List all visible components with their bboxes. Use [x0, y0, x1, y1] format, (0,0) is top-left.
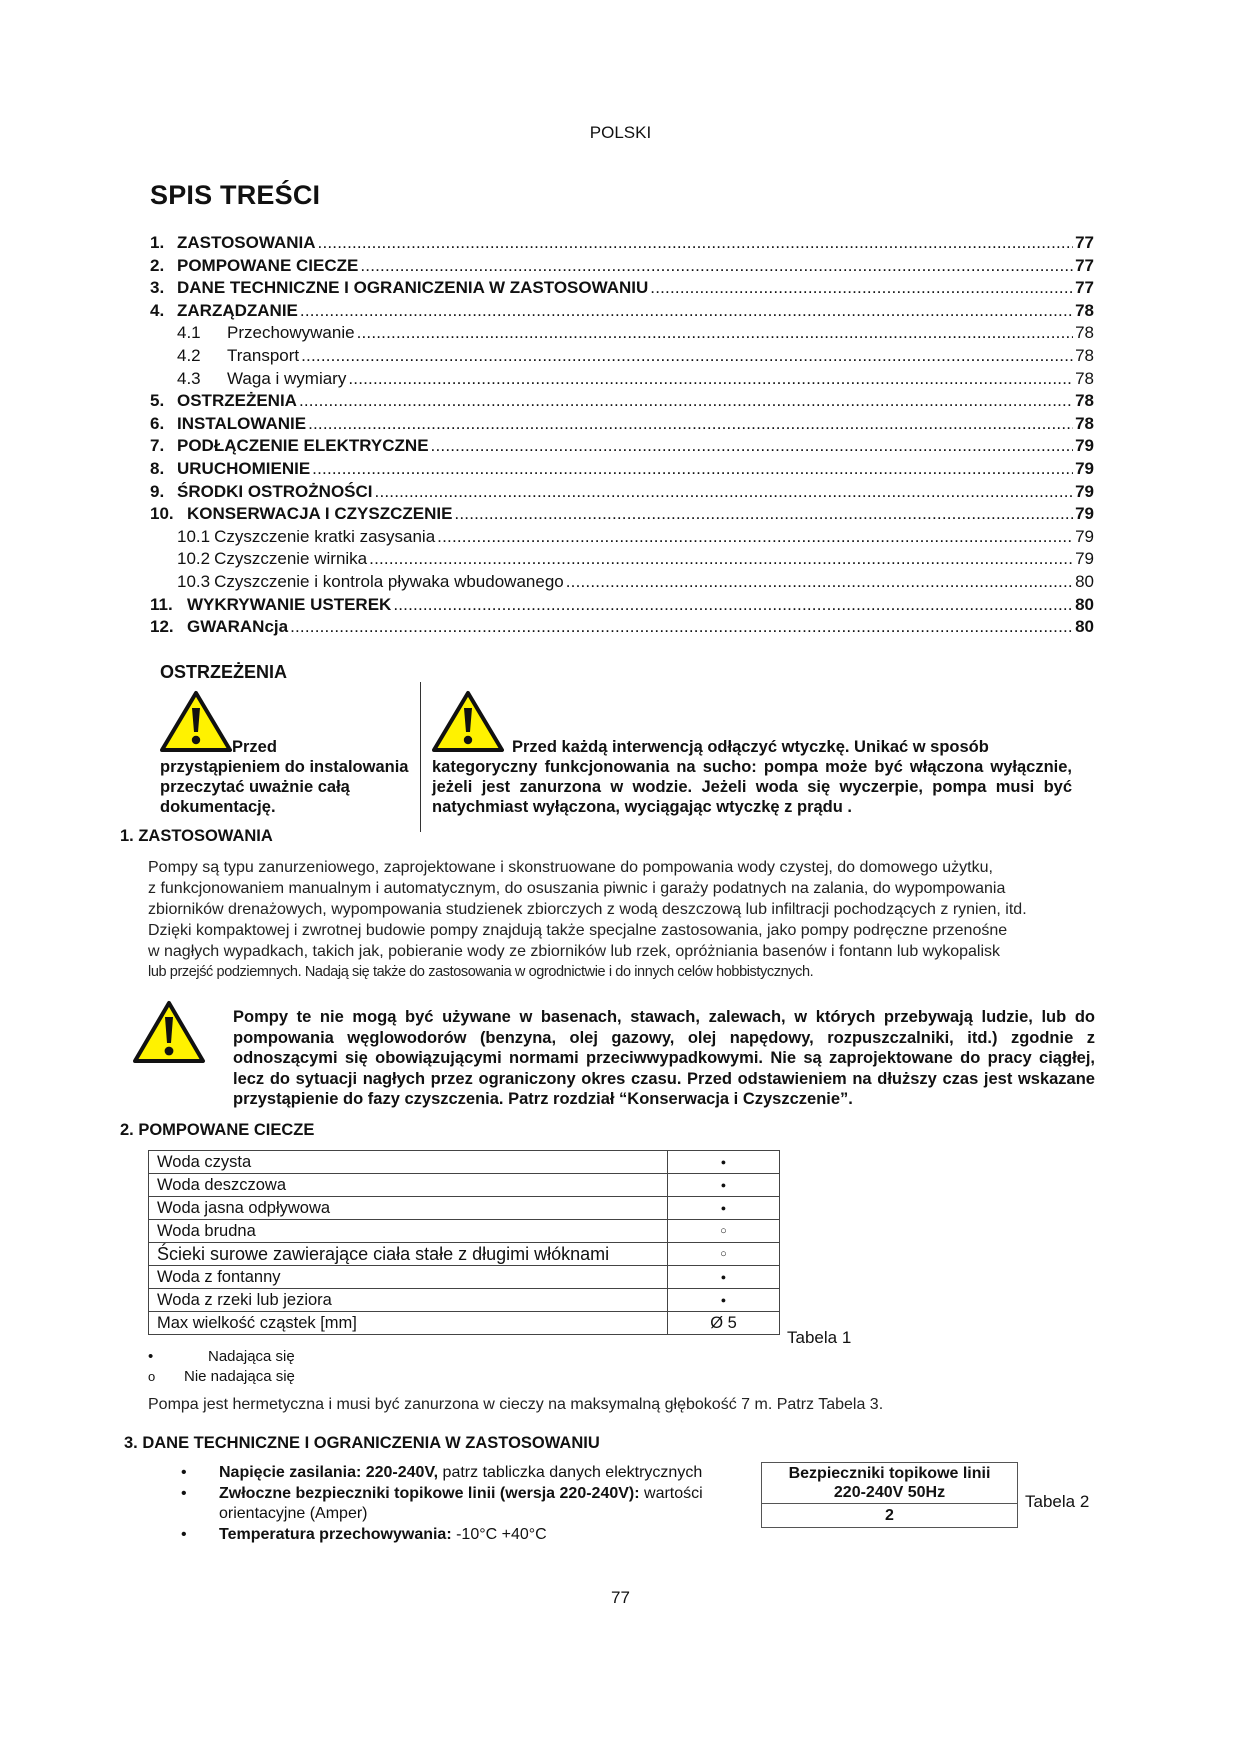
toc-leader-dots	[308, 414, 1073, 434]
toc-leader-dots	[431, 436, 1074, 456]
warning-left-text: przystąpieniem do instalowania przeczytać uważnie całą dokumentację.	[160, 758, 409, 816]
section-2-note: Pompa jest hermetyczna i musi być zanurzona w cieczy na maksymalną głębokość 7 m. Patrz Tabela 3.	[148, 1396, 884, 1413]
header-line: Bezpieczniki topikowe linii	[788, 1465, 991, 1482]
toc-leader-dots	[300, 301, 1073, 321]
legend-label: Nie nadająca się	[184, 1368, 295, 1385]
legend-suitable	[148, 1348, 295, 1365]
item-label: Temperatura przechowywania:	[219, 1525, 452, 1543]
toc-item[interactable]	[150, 595, 1094, 618]
toc-item-label: POMPOWANE CIECZE	[177, 255, 359, 275]
toc-item-label: Czyszczenie wirnika	[214, 549, 368, 569]
paragraph-line: z funkcjonowaniem manualnym i automatycznym, do osuszania piwnic i garaży podatnych na zalania, do wypompowania	[148, 880, 1006, 897]
toc-leader-dots	[375, 482, 1074, 502]
toc-item[interactable]	[150, 459, 1094, 482]
liquid-name: Woda deszczowa	[149, 1174, 668, 1197]
toc-item-page: 78	[1075, 368, 1094, 388]
toc-item-number: 10.2	[177, 549, 211, 569]
liquid-name: Woda jasna odpływowa	[149, 1197, 668, 1220]
toc-item-page: 79	[1075, 549, 1094, 569]
toc-item-number: 4.1	[177, 323, 201, 343]
tech-data-list	[181, 1463, 751, 1545]
item-label: Napięcie zasilania: 220-240V,	[219, 1464, 439, 1481]
toc-item-number: 4.2	[177, 345, 201, 365]
toc-item-number: 5.	[150, 391, 165, 411]
table-row	[149, 1174, 780, 1197]
toc-item[interactable]	[150, 278, 1094, 301]
toc-leader-dots	[290, 617, 1073, 637]
toc-item-page: 77	[1075, 233, 1094, 252]
toc-item-label: INSTALOWANIE	[177, 413, 307, 433]
warning-left-first: Przed	[232, 738, 277, 756]
suitability-value: ●	[668, 1289, 780, 1312]
toc-leader-dots	[357, 323, 1074, 343]
toc-item-number: 11.	[150, 594, 173, 614]
toc-item-number: 4.3	[177, 368, 201, 388]
warnings-title: OSTRZEŻENIA	[160, 662, 288, 682]
warning-right-first: Przed każdą interwencją odłączyć wtyczkę. Unikać w sposób	[512, 738, 989, 756]
toc-item-number: 10.	[150, 504, 174, 524]
toc-item-label: WYKRYWANIE USTEREK	[187, 594, 392, 614]
paragraph-line: w nagłych wypadkach, takich jak, pobieranie wody ze zbiorników lub rzek, opróżniania basenów i fontann lub wykopalisk	[148, 943, 1001, 960]
liquid-name: Ścieki surowe zawierające ciała stałe z długimi włóknami	[149, 1243, 668, 1266]
table-row	[149, 1151, 780, 1174]
toc-item-label: ŚRODKI OSTROŻNOŚCI	[177, 481, 373, 501]
toc-item-label: Przechowywanie	[227, 323, 355, 343]
toc-item-label: DANE TECHNICZNE I OGRANICZENIA W ZASTOSOWANIU	[177, 278, 649, 298]
toc-item[interactable]	[150, 414, 1094, 437]
section-1-warning: Pompy te nie mogą być używane w basenach, stawach, zalewach, w których przebywają ludzie, lub do pompowania węglowodorów (benzyna, olej gazowy, olej napędowy, rozpuszczalniki, itd.) zgodnie z odnoszącymi się obowiązującymi normami przeciwwypadkowymi. Nie są zaprojektowane do pracy ciągłej, lecz do sytuacji nagłych przez ograniczony okres czasu. Przed odstawieniem na dłuższy czas jest wskazane przystąpienie do fazy czyszczenia. Patrz rozdział “Konserwacja i Czyszczenie”.	[233, 1008, 1095, 1108]
toc-leader-dots	[650, 278, 1073, 298]
liquid-name: Woda z rzeki lub jeziora	[149, 1289, 668, 1312]
toc-item-number: 2.	[150, 255, 165, 275]
page-number: 77	[611, 1588, 630, 1607]
toc-leader-dots	[566, 572, 1073, 592]
toc-item-page: 79	[1075, 526, 1094, 546]
toc-item[interactable]	[150, 549, 1094, 572]
toc-item-label: ZASTOSOWANIA	[177, 233, 316, 252]
toc-item-page: 78	[1075, 391, 1094, 411]
paragraph-line: lub przejść podziemnych. Nadają się także do zastosowania w ogrodnictwie i do innych celów hobbistycznych.	[148, 964, 814, 980]
toc-item-page: 79	[1075, 436, 1094, 456]
toc-item-label: OSTRZEŻENIA	[177, 391, 297, 411]
table-2-caption: Tabela 2	[1025, 1492, 1090, 1511]
toc-item-page: 78	[1075, 300, 1094, 320]
liquid-name: Woda czysta	[149, 1151, 668, 1174]
toc-item-page: 79	[1075, 481, 1094, 501]
document-language-header: POLSKI	[589, 123, 652, 142]
toc-item[interactable]	[150, 617, 1094, 640]
toc-item-page: 78	[1075, 413, 1094, 433]
toc-leader-dots	[312, 459, 1073, 479]
toc-item-label: ZARZĄDZANIE	[177, 300, 298, 320]
toc-leader-dots	[360, 256, 1073, 276]
toc-item-page: 78	[1075, 323, 1094, 343]
warning-right	[432, 690, 1072, 817]
suitability-value: ●	[668, 1266, 780, 1289]
toc-item[interactable]	[150, 482, 1094, 505]
suitability-value: ○	[668, 1220, 780, 1243]
toc-leader-dots	[299, 391, 1073, 411]
warning-triangle-icon	[132, 1000, 206, 1069]
list-item	[181, 1463, 751, 1484]
toc-item[interactable]	[150, 504, 1094, 527]
toc-item[interactable]	[150, 527, 1094, 550]
table-row	[149, 1266, 780, 1289]
hollow-dot-icon: o	[148, 1369, 156, 1384]
table-row	[149, 1220, 780, 1243]
paragraph-line: Dzięki kompaktowej i zwrotnej budowie pompy znajdują także specjalne zastosowania, jako pompy podręczne przenośne	[148, 922, 1008, 939]
section-1-paragraph	[148, 857, 1128, 983]
toc-leader-dots	[369, 549, 1073, 569]
toc-leader-dots	[393, 595, 1073, 615]
toc-item-page: 77	[1075, 278, 1094, 298]
toc-item-page: 80	[1075, 617, 1094, 637]
toc-item-label: Czyszczenie kratki zasysania	[214, 526, 436, 546]
table-row	[149, 1243, 780, 1266]
filled-dot-icon: •	[148, 1348, 154, 1365]
list-item	[181, 1484, 751, 1525]
toc-leader-dots	[318, 233, 1074, 253]
toc-leader-dots	[301, 346, 1073, 366]
toc-item-page: 77	[1075, 255, 1094, 275]
toc-item[interactable]	[150, 323, 1094, 346]
section-3-heading: 3. DANE TECHNICZNE I OGRANICZENIA W ZASTOSOWANIU	[124, 1434, 600, 1452]
toc-item-label: URUCHOMIENIE	[177, 458, 311, 478]
warning-right-text: kategoryczny funkcjonowania na sucho: pompa może być włączona wyłącznie, jeżeli jest zanurzona w wodzie. Jeżeli woda się wyczerpie, pompa musi być natychmiast wyłączona, wyciągając wtyczkę z prądu .	[432, 758, 1072, 816]
toc-item-number: 1.	[150, 233, 165, 252]
toc-item[interactable]	[150, 256, 1094, 279]
toc-item[interactable]	[150, 301, 1094, 324]
item-text: wartości orientacyjne (Amper)	[219, 1484, 703, 1522]
header-line: 220-240V 50Hz	[833, 1484, 946, 1501]
paragraph-line: Pompy są typu zanurzeniowego, zaprojektowane i skonstruowane do pompowania wody czystej, do domowego użytku,	[148, 859, 993, 876]
warning-triangle-icon	[432, 690, 504, 757]
table-of-contents	[150, 233, 1094, 640]
toc-item-number: 10.1	[177, 526, 211, 546]
toc-item[interactable]	[150, 572, 1094, 595]
toc-leader-dots	[348, 369, 1073, 389]
warning-triangle-icon	[160, 690, 232, 757]
toc-title: SPIS TREŚCI	[150, 180, 321, 210]
suitability-value: ●	[668, 1197, 780, 1220]
legend-unsuitable	[148, 1368, 295, 1385]
list-item	[181, 1525, 751, 1546]
toc-item-number: 12.	[150, 617, 174, 637]
toc-item-number: 10.3	[177, 571, 211, 591]
suitability-value: Ø 5	[668, 1312, 780, 1335]
suitability-value: ○	[668, 1243, 780, 1266]
toc-leader-dots	[437, 527, 1073, 547]
fuses-table-value: 2	[762, 1504, 1018, 1528]
table-row	[149, 1289, 780, 1312]
suitability-value: ●	[668, 1151, 780, 1174]
fuses-table	[761, 1462, 1018, 1528]
toc-item-number: 9.	[150, 481, 165, 501]
liquid-name: Woda brudna	[149, 1220, 668, 1243]
toc-item-label: KONSERWACJA I CZYSZCZENIE	[187, 504, 453, 524]
toc-item-number: 6.	[150, 413, 165, 433]
toc-item-page: 79	[1075, 504, 1094, 524]
warning-left	[160, 690, 415, 817]
toc-item-label: Czyszczenie i kontrola pływaka wbudowanego	[214, 571, 564, 591]
liquid-name: Max wielkość cząstek [mm]	[149, 1312, 668, 1335]
suitability-value: ●	[668, 1174, 780, 1197]
item-text: -10°C +40°C	[451, 1525, 547, 1543]
fuses-table-header	[762, 1463, 1018, 1504]
toc-item[interactable]	[150, 233, 1094, 256]
toc-item[interactable]	[150, 346, 1094, 369]
toc-item-number: 8.	[150, 458, 165, 478]
toc-item-number: 4.	[150, 300, 165, 320]
toc-item-page: 78	[1075, 345, 1094, 365]
table-row	[149, 1197, 780, 1220]
toc-item-page: 80	[1075, 594, 1094, 614]
item-text: patrz tabliczka danych elektrycznych	[438, 1464, 703, 1481]
toc-item-page: 79	[1075, 458, 1094, 478]
toc-item-number: 3.	[150, 278, 165, 298]
pumped-liquids-table	[148, 1150, 780, 1335]
toc-item-label: GWARANcja	[187, 617, 289, 637]
vertical-divider	[420, 682, 421, 832]
legend-label: Nadająca się	[208, 1348, 295, 1365]
section-1-heading: 1. ZASTOSOWANIA	[120, 827, 273, 845]
toc-item[interactable]	[150, 369, 1094, 392]
item-label: Zwłoczne bezpieczniki topikowe linii (wersja 220-240V):	[219, 1484, 640, 1502]
toc-item[interactable]	[150, 391, 1094, 414]
table-row	[149, 1312, 780, 1335]
table-1-caption: Tabela 1	[787, 1328, 852, 1347]
toc-item-label: PODŁĄCZENIE ELEKTRYCZNE	[177, 436, 429, 456]
toc-leader-dots	[454, 504, 1073, 524]
toc-item-number: 7.	[150, 436, 165, 456]
toc-item[interactable]	[150, 436, 1094, 459]
toc-item-label: Transport	[227, 345, 300, 365]
paragraph-line: zbiorników drenażowych, wypompowania studzienek zbiorczych z wodą deszczową lub infiltracji pochodzących z rynien, itd.	[148, 901, 1027, 918]
section-2-heading: 2. POMPOWANE CIECZE	[120, 1121, 315, 1139]
toc-item-label: Waga i wymiary	[227, 368, 347, 388]
liquid-name: Woda z fontanny	[149, 1266, 668, 1289]
toc-item-page: 80	[1075, 571, 1094, 591]
